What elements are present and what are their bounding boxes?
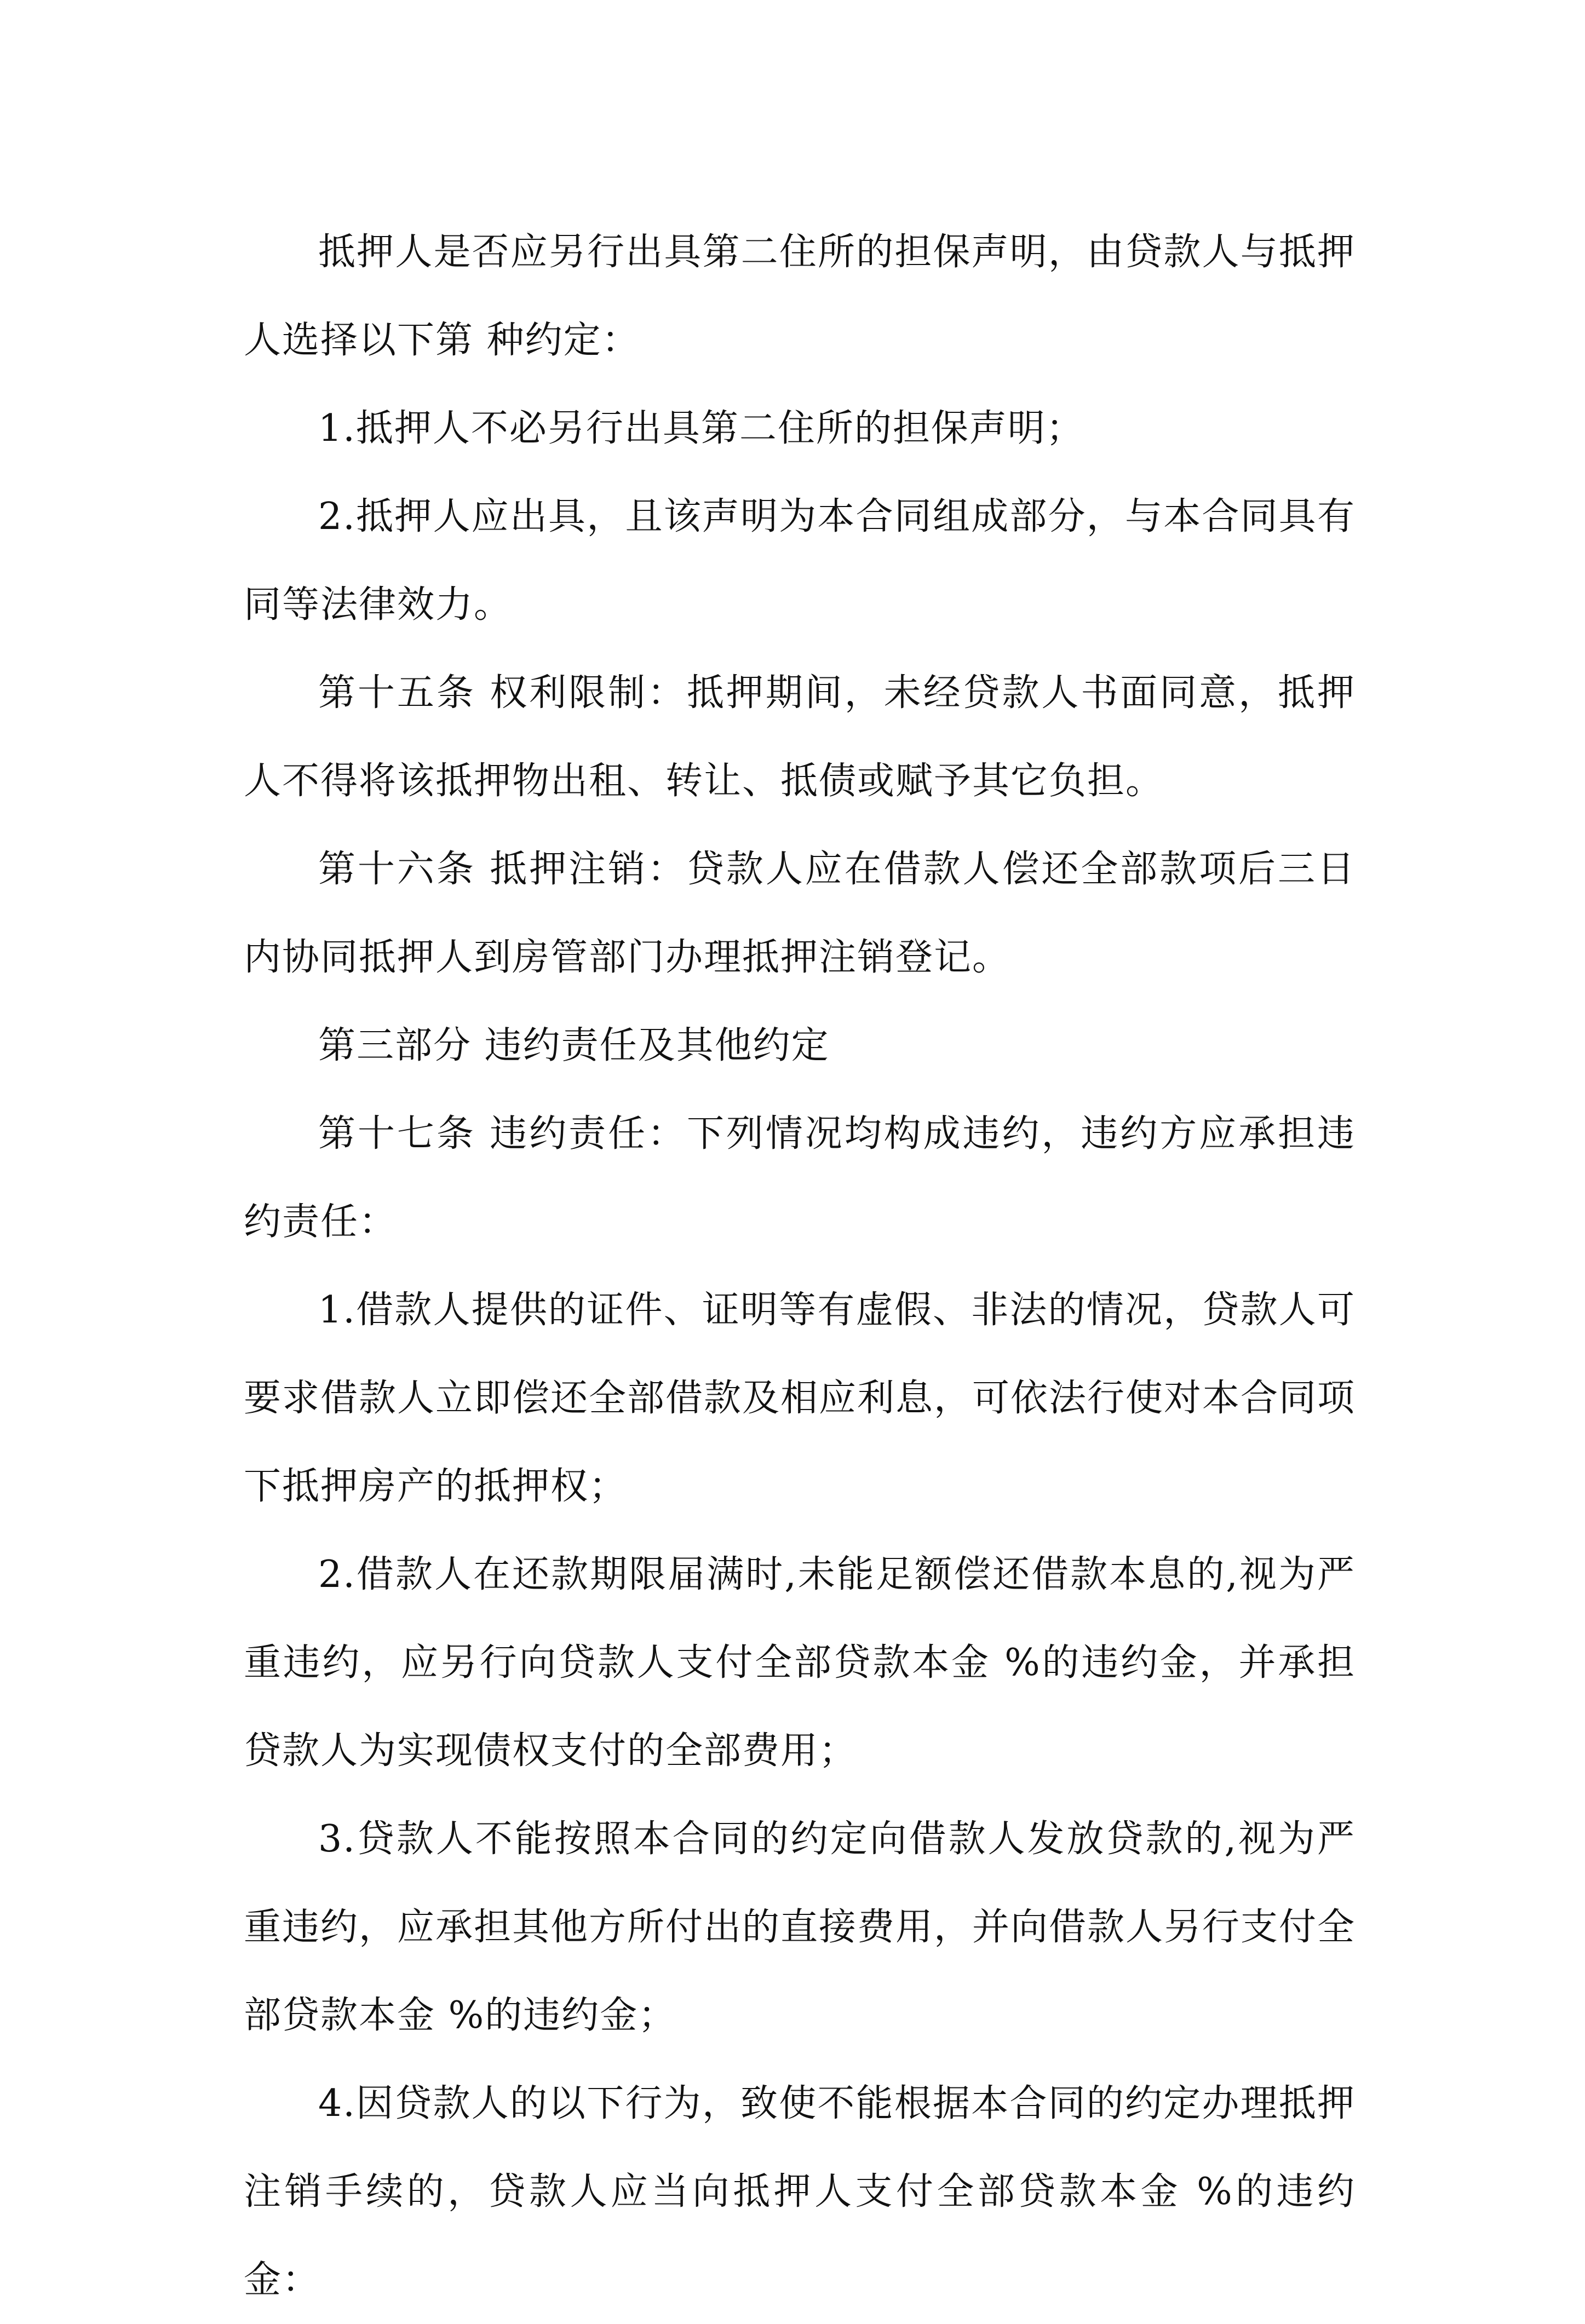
paragraph-article-17: 第十七条 违约责任：下列情况均构成违约，违约方应承担违约责任： (244, 1112, 1356, 1244)
paragraph-guarantee-statement: 抵押人是否应另行出具第二住所的担保声明，由贷款人与抵押人选择以下第 种约定： (244, 231, 1356, 362)
paragraph-breach-1: 1.借款人提供的证件、证明等有虚假、非法的情况，贷款人可要求借款人立即偿还全部借款及相应利息，可依法行使对本合同项下抵押房产的抵押权； (244, 1288, 1356, 1508)
paragraph-article-15: 第十五条 权利限制：抵押期间，未经贷款人书面同意，抵押人不得将该抵押物出租、转让、抵债或赋予其它负担。 (244, 671, 1356, 803)
section-title-part-3: 第三部分 违约责任及其他约定 (318, 1024, 830, 1067)
paragraph-option-1: 1.抵押人不必另行出具第二住所的担保声明； (318, 407, 1084, 450)
paragraph-breach-4: 4.因贷款人的以下行为，致使不能根据本合同的约定办理抵押注销手续的，贷款人应当向抵押人支付全部贷款本金 %的违约金： (244, 2082, 1356, 2302)
paragraph-option-2: 2.抵押人应出具，且该声明为本合同组成部分，与本合同具有同等法律效力。 (244, 495, 1356, 626)
paragraph-breach-2: 2.借款人在还款期限届满时,未能足额偿还借款本息的,视为严重违约，应另行向贷款人支付全部贷款本金 %的违约金，并承担贷款人为实现债权支付的全部费用； (244, 1553, 1356, 1773)
paragraph-breach-3: 3.贷款人不能按照本合同的约定向借款人发放贷款的,视为严重违约，应承担其他方所付出的直接费用，并向借款人另行支付全部贷款本金 %的违约金； (244, 1817, 1356, 2037)
paragraph-article-16: 第十六条 抵押注销：贷款人应在借款人偿还全部款项后三日内协同抵押人到房管部门办理抵押注销登记。 (244, 848, 1356, 979)
document-body (244, 208, 1356, 2324)
